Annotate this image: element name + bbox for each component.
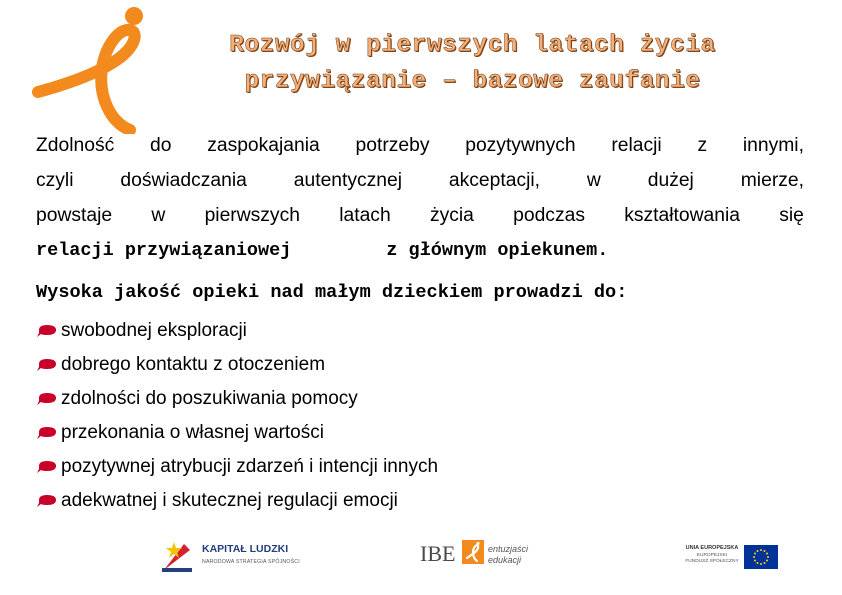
- word: relacji: [611, 135, 662, 156]
- word: pozytywnych: [465, 135, 576, 156]
- ibe-tagline-1: entuzjaści: [488, 544, 529, 554]
- list-item-label: przekonania o własnej wartości: [61, 422, 324, 443]
- eu-subtitle: [680, 553, 744, 565]
- eu-subtitle-1: EUROPEJSKI: [696, 553, 728, 558]
- word: autentycznej: [293, 170, 403, 191]
- title-line-2: przywiązanie – bazowe zaufanie: [244, 68, 701, 95]
- speech-bubble-bullet-icon: [36, 494, 58, 508]
- word: w: [151, 205, 166, 226]
- orange-e-logo: [30, 4, 170, 134]
- star-arrow-icon: [160, 536, 198, 574]
- word: z: [697, 135, 708, 156]
- ibe-e-mark-icon: [462, 540, 484, 564]
- paragraph-line-1: [36, 128, 804, 163]
- list-item: [36, 348, 438, 382]
- kapital-ludzki-logo: [160, 530, 300, 580]
- word: innymi,: [742, 135, 804, 156]
- list-item: [36, 314, 438, 348]
- word: kształtowania: [624, 205, 740, 226]
- paragraph-line-3: [36, 198, 804, 233]
- list-heading: Wysoka jakość opieki nad małym dzieckiem prowadzi do:: [36, 282, 628, 303]
- ibe-tagline-2: edukacji: [488, 555, 522, 565]
- word: się: [779, 205, 804, 226]
- word: akceptacji,: [448, 170, 541, 191]
- title-line-1: Rozwój w pierwszych latach życia: [229, 32, 716, 59]
- speech-bubble-bullet-icon: [36, 392, 58, 406]
- paragraph-line-2: [36, 163, 804, 198]
- kapital-ludzki-subtitle: NARODOWA STRATEGIA SPÓJNOŚCI: [202, 559, 300, 565]
- word: w: [586, 170, 601, 191]
- eu-flag-icon: [744, 545, 778, 569]
- list-item-label: swobodnej eksploracji: [61, 320, 247, 341]
- ibe-logo: [418, 530, 536, 580]
- eu-name: UNIA EUROPEJSKA: [685, 545, 739, 551]
- list-item: [36, 416, 438, 450]
- word: latach: [339, 205, 391, 226]
- outcome-list: [36, 314, 438, 518]
- word: potrzeby: [355, 135, 430, 156]
- word: powstaje: [36, 205, 113, 226]
- word: dużej: [647, 170, 694, 191]
- speech-bubble-bullet-icon: [36, 324, 58, 338]
- bold-phrase: z głównym opiekunem.: [386, 240, 609, 261]
- word: życia: [429, 205, 474, 226]
- bold-phrase: relacji przywiązaniowej: [36, 240, 292, 261]
- word: doświadczania: [120, 170, 247, 191]
- list-item: [36, 382, 438, 416]
- intro-paragraph: [36, 128, 804, 268]
- paragraph-line-4: [36, 233, 804, 268]
- list-item-label: zdolności do poszukiwania pomocy: [61, 388, 358, 409]
- slide-title: [160, 28, 785, 100]
- word: czyli: [36, 170, 74, 191]
- word: mierze,: [740, 170, 804, 191]
- kapital-ludzki-name: KAPITAŁ LUDZKI: [202, 543, 289, 555]
- word: do: [150, 135, 172, 156]
- word: podczas: [513, 205, 585, 226]
- word: pierwszych: [204, 205, 300, 226]
- speech-bubble-bullet-icon: [36, 358, 58, 372]
- eu-logo: [680, 530, 780, 580]
- eu-subtitle-2: FUNDUSZ SPOŁECZNY: [685, 559, 739, 564]
- word: zaspokajania: [207, 135, 320, 156]
- list-item: [36, 450, 438, 484]
- speech-bubble-bullet-icon: [36, 426, 58, 440]
- list-item-label: adekwatnej i skutecznej regulacji emocji: [61, 490, 398, 511]
- list-item-label: pozytywnej atrybucji zdarzeń i intencji innych: [61, 456, 439, 477]
- speech-bubble-bullet-icon: [36, 460, 58, 474]
- word: Zdolność: [36, 135, 115, 156]
- list-item: [36, 484, 438, 518]
- ibe-name: IBE: [420, 541, 456, 566]
- list-item-label: dobrego kontaktu z otoczeniem: [61, 354, 326, 375]
